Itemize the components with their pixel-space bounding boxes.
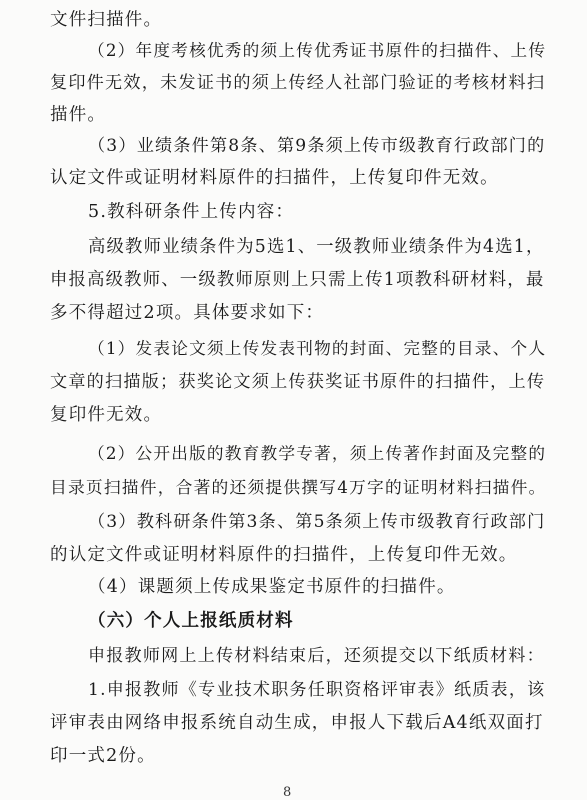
text-line: 申报教师网上上传材料结束后，还须提交以下纸质材料： xyxy=(88,646,545,666)
text-line: （1）发表论文须上传发表刊物的封面、完整的目录、个人 xyxy=(88,339,547,358)
section-heading: （六）个人上报纸质材料 xyxy=(88,611,294,631)
text-line: 复印件无效，未发证书的须上传经人社部门验证的考核材料扫 xyxy=(50,73,546,93)
text-line: 目录页扫描件，合著的还须提供撰写4万字的证明材料扫描件。 xyxy=(50,477,547,497)
text-line: （2）公开出版的教育教学专著，须上传著作封面及完整的 xyxy=(88,444,547,463)
text-line: 文章的扫描版；获奖论文须上传获奖证书原件的扫描件，上传 xyxy=(50,372,546,392)
text-line: 1.申报教师《专业技术职务任职资格评审表》纸质表，该 xyxy=(88,680,546,700)
text-line: 的认定文件或证明材料原件的扫描件，上传复印件无效。 xyxy=(50,545,518,565)
text-line: （2）年度考核优秀的须上传优秀证书原件的扫描件、上传 xyxy=(88,41,547,60)
text-line: （3）业绩条件第8条、第9条须上传市级教育行政部门的 xyxy=(88,136,546,156)
text-line: 高级教师业绩条件为5选1、一级教师业绩条件为4选1， xyxy=(88,237,545,257)
text-line: 认定文件或证明材料原件的扫描件，上传复印件无效。 xyxy=(50,168,499,188)
text-line: 复印件无效。 xyxy=(50,405,163,425)
text-line: （3）教科研条件第3条、第5条须上传市级教育行政部门 xyxy=(88,512,546,532)
text-line: 申报高级教师、一级教师原则上只需上传1项教科研材料，最 xyxy=(50,270,545,290)
section-heading: 5.教科研条件上传内容： xyxy=(88,202,295,222)
page-number: 8 xyxy=(283,785,292,800)
text-line: 描件。 xyxy=(50,105,107,125)
text-line: 印一式2份。 xyxy=(50,746,156,766)
text-line: 文件扫描件。 xyxy=(50,10,163,30)
text-line: 评审表由网络申报系统自动生成，申报人下载后A4纸双面打 xyxy=(50,713,544,733)
text-line: （4）课题须上传成果鉴定书原件的扫描件。 xyxy=(88,577,456,597)
text-line: 多不得超过2项。具体要求如下： xyxy=(50,303,325,323)
